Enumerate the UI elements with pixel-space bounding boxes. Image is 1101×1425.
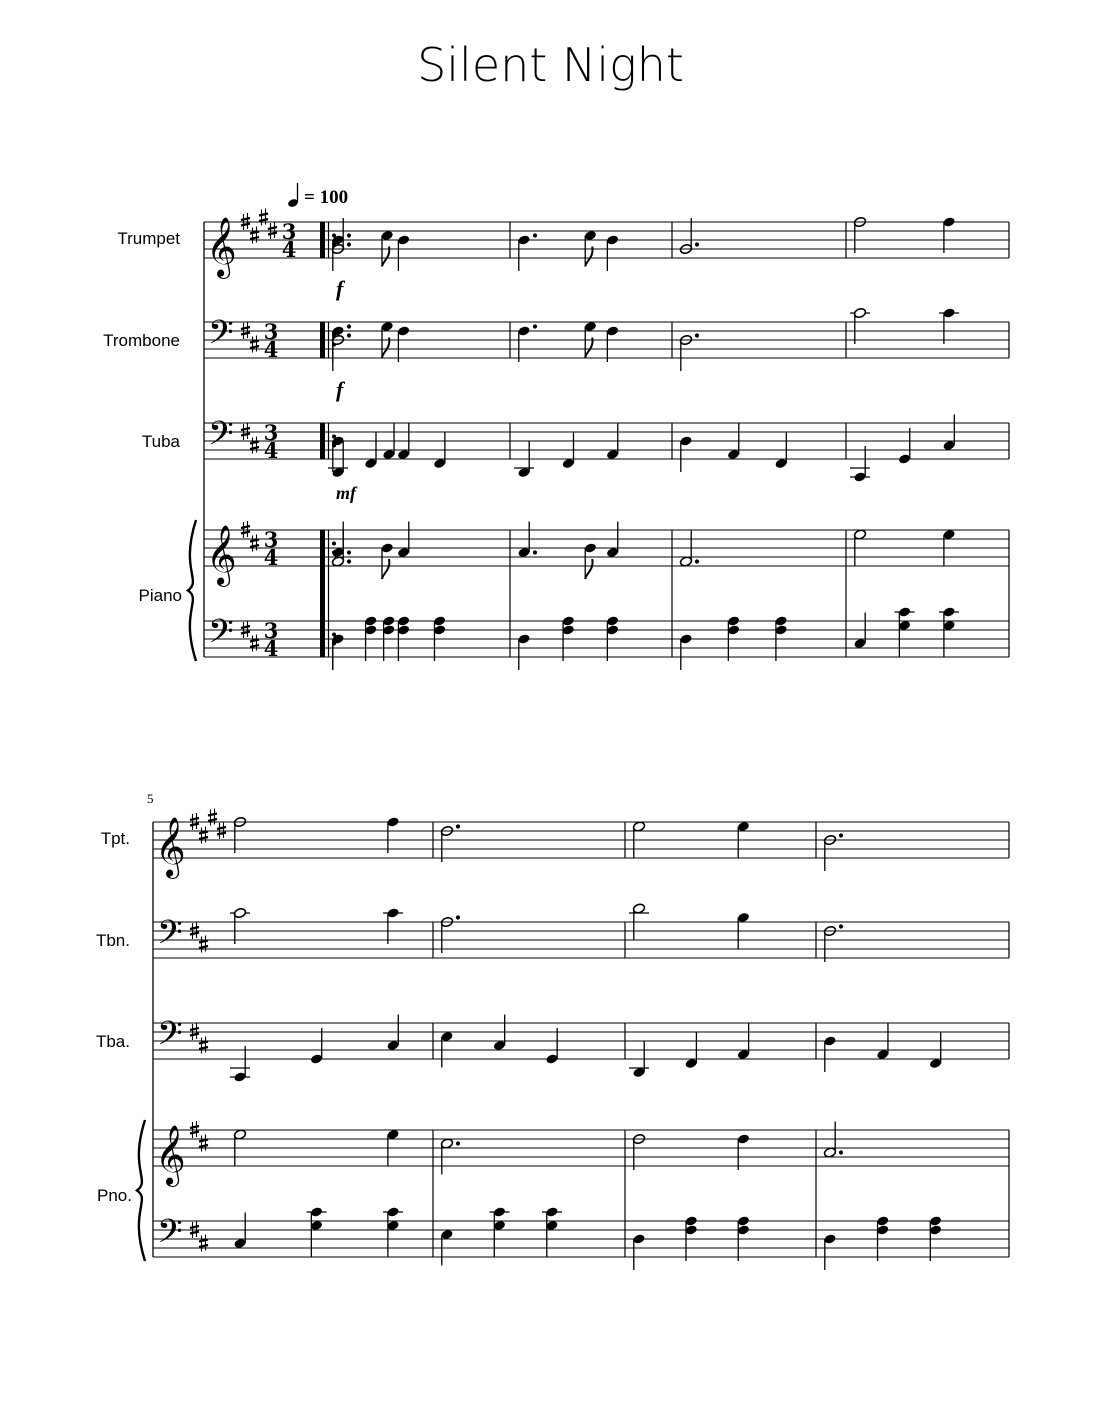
note [364,433,377,470]
measure-number-5: 5 [147,791,154,806]
note [774,433,787,470]
note [397,424,410,461]
augmentation-dot [347,324,351,328]
[object SVGGElement] [153,822,1009,858]
label-trombone: Trombone [103,331,180,350]
treble-clef-icon: 𝄞 [155,817,186,877]
note [440,915,460,953]
note [383,907,403,944]
time-signature-beats: 3 [263,618,279,643]
note [632,821,645,858]
augmentation-dot [347,333,351,337]
augmentation-dot [347,242,351,246]
note [562,433,575,470]
sharp-icon [199,1037,208,1054]
repeat-thick-bar [320,530,325,657]
time-signature-beats: 3 [263,319,279,344]
note [233,1213,246,1250]
note [230,907,250,944]
staff-trumpet [155,809,1009,880]
note [850,307,870,344]
time-signature-beats: 3 [263,527,279,552]
sharp-icon [250,437,259,454]
label-trumpet: Trumpet [117,229,180,248]
[object SVGGElement] [153,1221,1009,1257]
note [876,1215,889,1261]
note [331,333,351,371]
note [489,1206,509,1256]
augmentation-dot [533,233,537,237]
time-signature-beats: 3 [263,420,279,445]
note [679,531,699,568]
note [606,615,619,661]
note [853,529,866,566]
sharp-icon [199,1235,208,1252]
bass-clef-icon: 𝄢 [157,914,183,960]
staff-tuba [157,1015,1009,1083]
note [230,1046,250,1083]
note [774,615,787,661]
note [584,321,597,358]
note [307,1206,327,1256]
augmentation-dot [347,550,351,554]
note [381,230,394,267]
treble-clef-icon: 𝄞 [206,217,237,277]
note [233,1129,246,1166]
eighth-flag [585,559,592,579]
note [397,522,410,559]
note [685,1215,698,1261]
note [331,522,351,559]
note [823,924,843,962]
note [606,424,619,461]
note [895,606,915,656]
bass-clef-icon: 𝄢 [208,415,234,461]
note [517,522,537,559]
treble-clef-icon: 𝄞 [206,525,237,585]
note [823,1122,843,1159]
note [517,324,537,362]
dynamic-f: f [336,276,344,301]
note [440,1031,453,1068]
note [386,1129,399,1166]
augmentation-dot [695,333,699,337]
note [942,529,955,566]
time-signature-beat-type: 4 [263,636,279,661]
note [440,1138,460,1175]
label-tbn: Tbn. [95,931,130,950]
note [440,824,460,862]
note [737,1215,750,1261]
time-signature-beats: 3 [281,219,297,244]
note [679,333,699,371]
system-2 [137,809,1009,1271]
eighth-flag [382,559,389,579]
note [727,615,740,661]
augmentation-dot [456,915,460,919]
augmentation-dot [533,324,537,328]
tempo-text: = 100 [304,187,349,208]
note [386,1015,399,1052]
augmentation-dot [839,924,843,928]
note [382,424,395,461]
augmentation-dot [347,559,351,563]
note [737,821,750,858]
note [381,321,394,358]
note [328,442,348,479]
note [876,1024,889,1061]
augmentation-dot [533,550,537,554]
bass-clef-icon: 𝄢 [208,314,234,360]
sharp-icon [199,827,208,844]
note [562,615,575,661]
note [514,442,534,479]
staff-piano-lh [157,1206,942,1270]
dynamic-f: f [336,377,344,402]
system-1 [188,209,1009,671]
time-signature-beat-type: 4 [263,438,279,463]
note [942,415,955,452]
staff-trombone [157,903,1009,962]
note [542,1206,562,1256]
note [606,522,619,559]
note [629,1042,649,1079]
sharp-icon [208,809,217,826]
augmentation-dot [695,559,699,563]
label-tpt: Tpt. [100,829,130,848]
note [929,1215,942,1261]
note [823,833,843,871]
treble-clef-icon: 𝄞 [155,1125,186,1185]
augmentation-dot [347,233,351,237]
note [364,615,377,661]
piano-brace-icon [188,520,196,661]
augmentation-dot [456,1141,460,1145]
bass-clef-icon: 𝄢 [157,1015,183,1061]
augmentation-dot [695,242,699,246]
sharp-icon [250,635,259,652]
label-pno: Pno. [97,1186,132,1205]
note [929,1033,942,1070]
label-tuba: Tuba [141,432,180,451]
note [440,1229,453,1266]
note [939,606,959,656]
time-signature-beat-type: 4 [263,545,279,570]
time-signature-beat-type: 4 [263,337,279,362]
label-piano: Piano [138,586,182,605]
note [853,613,866,650]
time-signature-beat-type: 4 [281,237,297,262]
sharp-icon [199,1135,208,1152]
note [397,615,410,661]
piano-brace-icon [137,1120,145,1261]
tempo-marking [287,183,348,208]
bass-clef-icon: 𝄢 [157,1213,183,1259]
repeat-dot [332,542,336,546]
label-tba: Tba. [95,1032,130,1051]
sharp-icon [259,209,268,226]
note [433,615,446,661]
[object SVGGElement] [153,922,1009,958]
dynamic-mf: mf [336,483,356,503]
sharp-icon [250,336,259,353]
sharp-icon [199,936,208,953]
note [584,230,597,267]
note [939,307,959,344]
note [629,903,649,940]
augmentation-dot [456,824,460,828]
note [493,1015,506,1052]
augmentation-dot [839,1150,843,1154]
note [685,1033,698,1070]
note [433,433,446,470]
sharp-icon [250,227,259,244]
note [383,1206,403,1256]
note [382,615,395,661]
score-title: Silent Night [417,38,684,92]
note [517,233,537,271]
note [850,446,870,483]
note [727,424,740,461]
sharp-icon [250,535,259,552]
staff-piano-rh [155,1121,1009,1257]
augmentation-dot [839,833,843,837]
note [737,912,750,949]
note [737,1024,750,1061]
bass-clef-icon: 𝄢 [208,613,234,659]
[object SVGGElement] [153,1130,1009,1166]
